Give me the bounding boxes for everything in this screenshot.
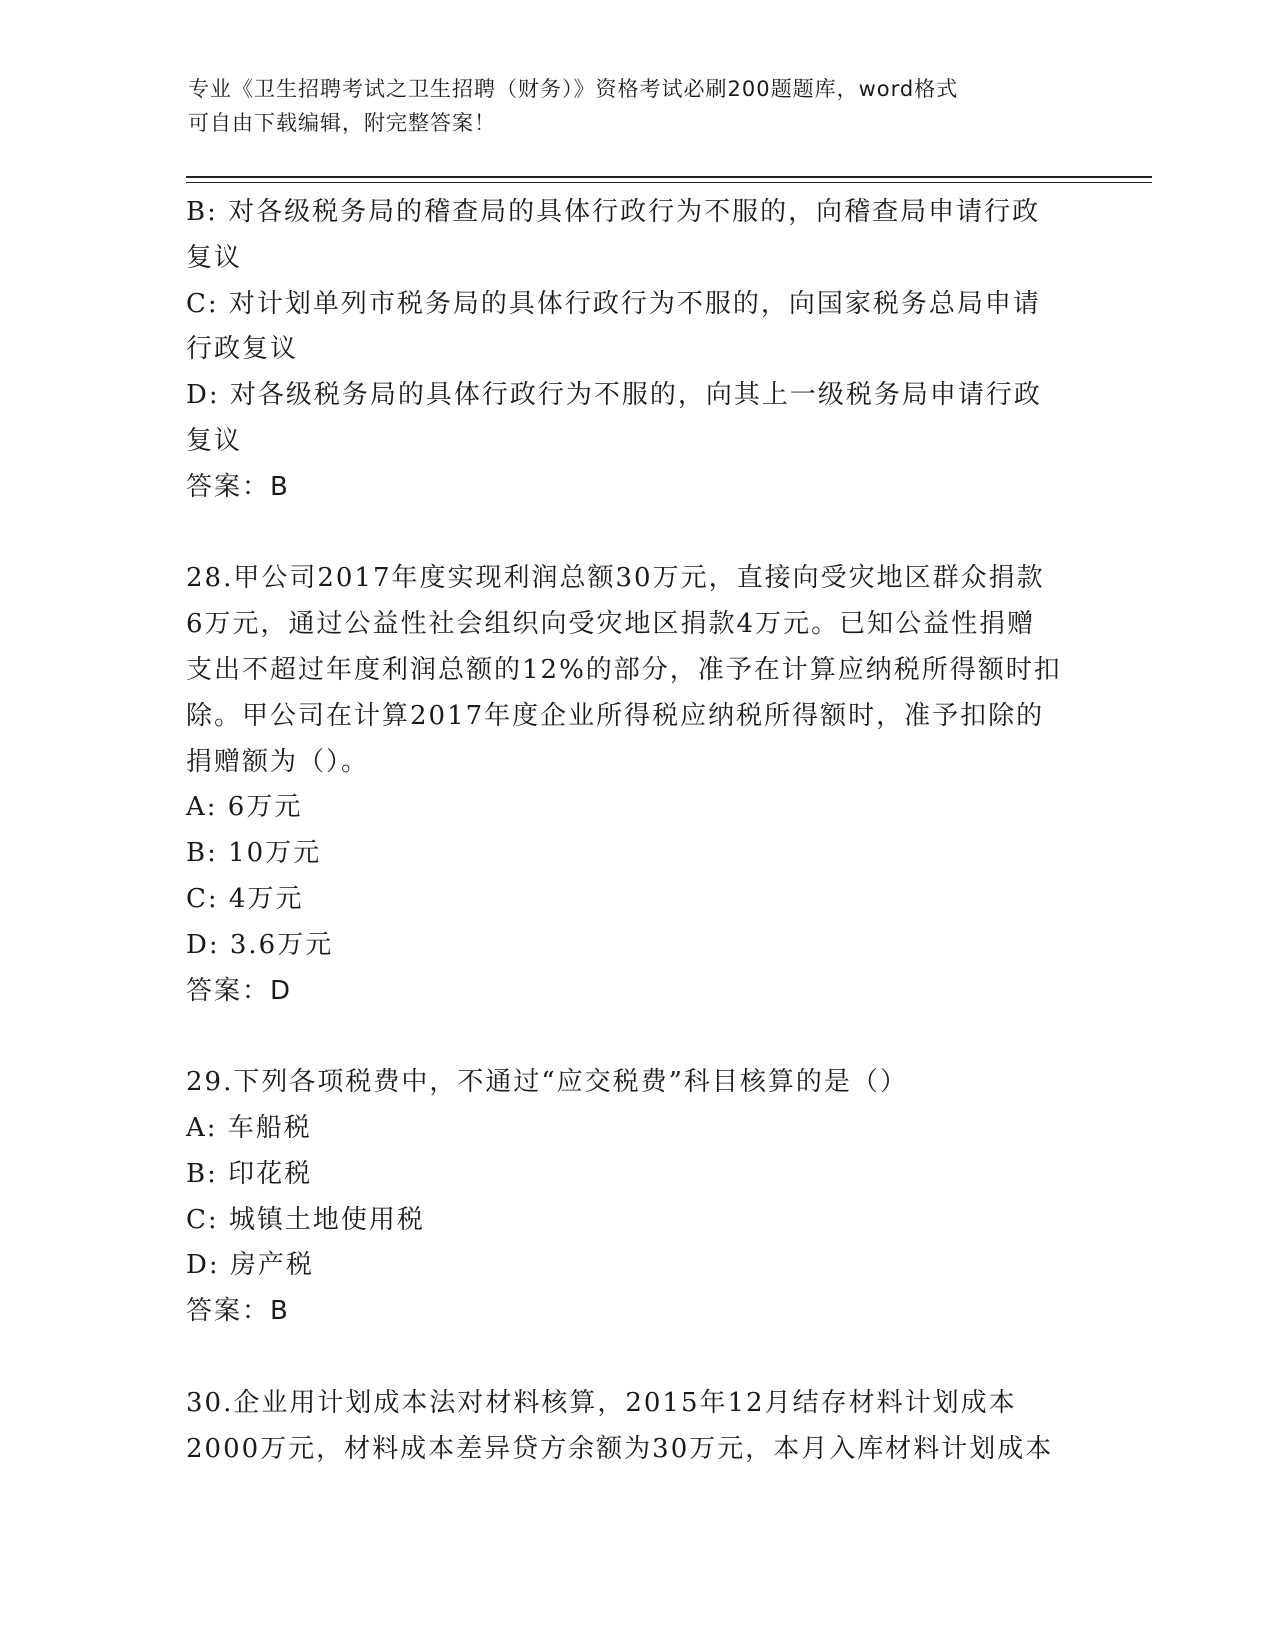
option-b-line-2: 复议	[186, 242, 243, 273]
question-30	[186, 1381, 1086, 1473]
question-stem-line: 支出不超过年度利润总额的12%的部分，准予在计算应纳税所得额时扣	[186, 654, 1062, 685]
header-rule-thin	[186, 182, 1152, 183]
spacer	[186, 1014, 1086, 1060]
document-header	[188, 72, 1068, 140]
spacer	[186, 1335, 1086, 1381]
spacer	[186, 511, 1086, 557]
header-rule-thick	[186, 176, 1152, 178]
option-b-line-1: B: 对各级税务局的稽查局的具体行政行为不服的，向稽查局申请行政	[186, 197, 1041, 227]
header-line-2: 可自由下载编辑，附完整答案！	[188, 111, 496, 135]
question-stem-line: 除。甲公司在计算2017年度企业所得税应纳税所得额时，准予扣除的	[186, 700, 1045, 731]
option-b: B: 10万元	[186, 838, 322, 869]
option-d-line-1: D: 对各级税务局的具体行政行为不服的，向其上一级税务局申请行政	[186, 380, 1042, 411]
question-28	[186, 556, 1086, 1014]
question-stem-line: 29.下列各项税费中，不通过“应交税费”科目核算的是（）	[186, 1067, 908, 1098]
question-stem-line: 捐赠额为（）。	[186, 746, 370, 777]
option-d: D: 3.6万元	[186, 929, 334, 960]
question-29	[186, 1060, 1086, 1335]
question-stem-line: 30.企业用计划成本法对材料核算，2015年12月结存材料计划成本	[186, 1387, 1017, 1418]
question-stem-line: 2000万元，材料成本差异贷方余额为30万元，本月入库材料计划成本	[186, 1433, 1054, 1464]
question-27	[186, 190, 1086, 511]
option-a: A: 车船税	[186, 1112, 312, 1143]
option-a: A: 6万元	[186, 792, 303, 823]
option-c: C: 城镇土地使用税	[186, 1204, 425, 1235]
option-d: D: 房产税	[186, 1250, 314, 1281]
option-c-line-1: C: 对计划单列市税务局的具体行政行为不服的，向国家税务总局申请	[186, 288, 1041, 319]
question-content	[186, 190, 1086, 1472]
option-c: C: 4万元	[186, 883, 304, 914]
answer: 答案：B	[186, 471, 290, 502]
option-d-line-2: 复议	[186, 425, 243, 456]
option-c-line-2: 行政复议	[186, 334, 299, 365]
answer: 答案：D	[186, 975, 293, 1006]
question-stem-line: 28.甲公司2017年度实现利润总额30万元，直接向受灾地区群众捐款	[186, 563, 1045, 594]
header-line-1: 专业《卫生招聘考试之卫生招聘（财务）》资格考试必刷200题题库，word格式	[188, 77, 959, 101]
question-stem-line: 6万元，通过公益性社会组织向受灾地区捐款4万元。已知公益性捐赠	[186, 609, 1036, 640]
option-b: B: 印花税	[186, 1158, 313, 1189]
answer: 答案：B	[186, 1296, 290, 1327]
